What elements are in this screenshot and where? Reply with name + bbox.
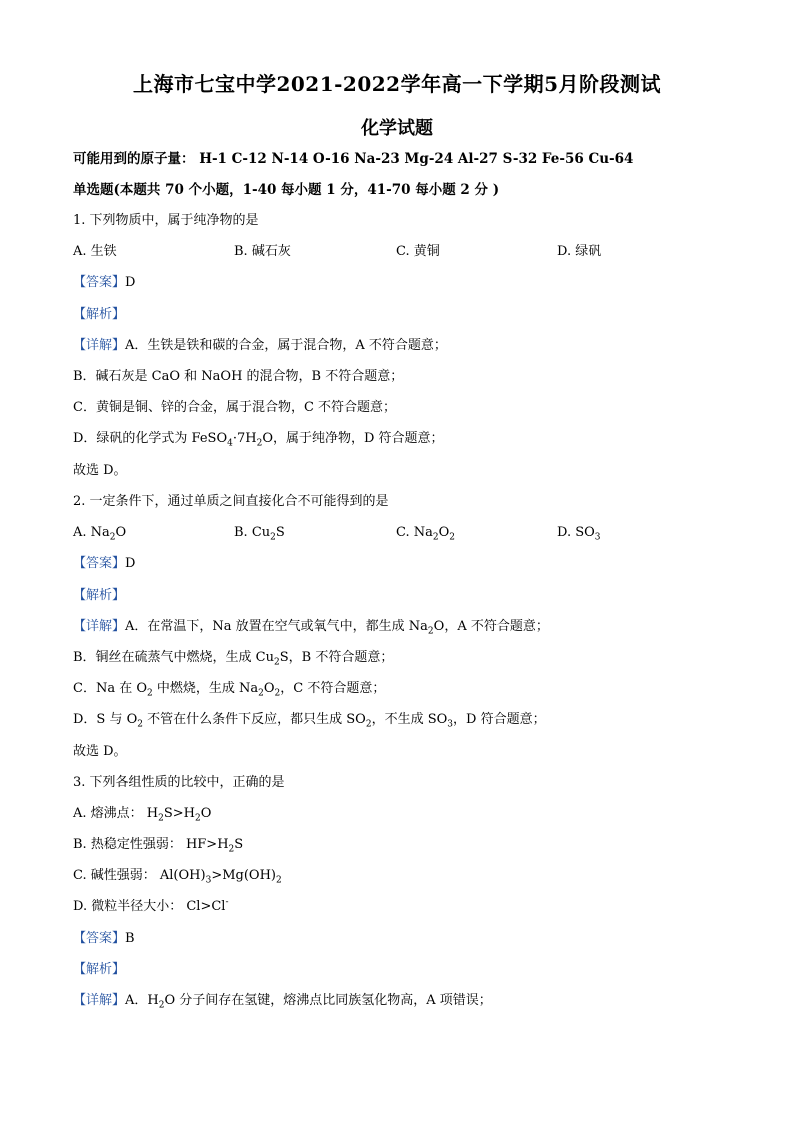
analysis-label: 【解析】	[73, 588, 126, 603]
q2-detail-c: C．Na 在 $O_2$ 中燃烧，生成 $Na_2O_2$，C 不符合题意；	[73, 681, 386, 699]
answer-value: D	[125, 556, 136, 571]
q2-conclusion: 故选 D。	[73, 744, 127, 759]
q2-option-a: A. $Na_2O$	[73, 525, 127, 543]
answer-label: 【答案】	[73, 275, 126, 290]
q2-detail-d: D．S 与 $O_2$ 不管在什么条件下反应，都只生成 $SO_2$，不生成 $SO_3$，D 符合题意；	[73, 712, 546, 730]
document-subtitle: 化学试题	[361, 118, 433, 139]
detail-label: 【详解】	[73, 619, 126, 634]
q3-option-b: B. 热稳定性强弱： $HF>H_2S$	[73, 837, 244, 855]
analysis-label: 【解析】	[73, 962, 126, 977]
atomic-masses: 可能用到的原子量： H-1 C-12 N-14 O-16 Na-23 Mg-24 Al-27 S-32 Fe-56 Cu-64	[73, 151, 634, 167]
q3-detail-a: 【详解】A．$H_2O$ 分子间存在氢键，熔沸点比同族氢化物高，A 项错误；	[73, 993, 492, 1011]
detail-label: 【详解】	[73, 338, 126, 353]
q1-detail-a	[73, 337, 447, 355]
q1-conclusion: 故选 D。	[73, 463, 127, 478]
q2-answer	[73, 555, 135, 573]
q1-option-d: D. 绿矾	[557, 244, 602, 259]
answer-label: 【答案】	[73, 556, 126, 571]
q1-detail-c: C．黄铜是铜、锌的合金，属于混合物，C 不符合题意；	[73, 400, 397, 415]
document-title: 上海市七宝中学2021-2022学年高一下学期5月阶段测试	[132, 72, 662, 96]
q2-detail-a: 【详解】A．在常温下，Na 放置在空气或氧气中，都生成 $Na_2O$，A 不符合题意；	[73, 619, 549, 637]
q1-detail-d: D．绿矾的化学式为 $FeSO_4\cdot 7H_2O$，属于纯净物，D 符合题意；	[73, 431, 444, 449]
detail-text: A．生铁是铁和碳的合金，属于混合物，A 不符合题意；	[125, 338, 447, 353]
q2-option-b: B. $Cu_2S$	[234, 525, 285, 543]
q2-option-c: C. $Na_2O_2$	[396, 525, 456, 543]
q3-answer	[73, 930, 135, 948]
analysis-label: 【解析】	[73, 307, 126, 322]
answer-value: D	[125, 275, 136, 290]
q3-option-c: C. 碱性强弱： $Al(OH)_3>Mg(OH)_2$	[73, 868, 282, 886]
q2-analysis	[73, 587, 125, 605]
answer-value: B	[125, 931, 135, 946]
q1-option-a: A. 生铁	[73, 244, 117, 259]
question-2-stem: 2. 一定条件下，通过单质之间直接化合不可能得到的是	[73, 494, 389, 509]
q1-option-c: C. 黄铜	[396, 244, 440, 259]
q1-answer	[73, 274, 135, 292]
detail-label: 【详解】	[73, 993, 126, 1008]
q2-option-d: D. $SO_3$	[557, 525, 601, 543]
q1-analysis	[73, 306, 125, 324]
q3-option-d: D. 微粒半径大小： Cl>Cl-	[73, 897, 229, 914]
q2-detail-b: B．铜丝在硫蒸气中燃烧，生成 $Cu_2S$，B 不符合题意；	[73, 650, 394, 668]
q1-detail-b: B．碱石灰是 CaO 和 NaOH 的混合物，B 不符合题意；	[73, 369, 404, 384]
section-heading: 单选题(本题共 70 个小题，1-40 每小题 1 分，41-70 每小题 2 分 )	[73, 182, 500, 198]
q3-option-a: A. 熔沸点： $H_2S>H_2O$	[73, 806, 212, 824]
question-3-stem: 3. 下列各组性质的比较中，正确的是	[73, 775, 285, 790]
q1-option-b: B. 碱石灰	[234, 244, 291, 259]
question-1-stem: 1. 下列物质中，属于纯净物的是	[73, 213, 259, 228]
q3-analysis	[73, 961, 125, 979]
answer-label: 【答案】	[73, 931, 126, 946]
